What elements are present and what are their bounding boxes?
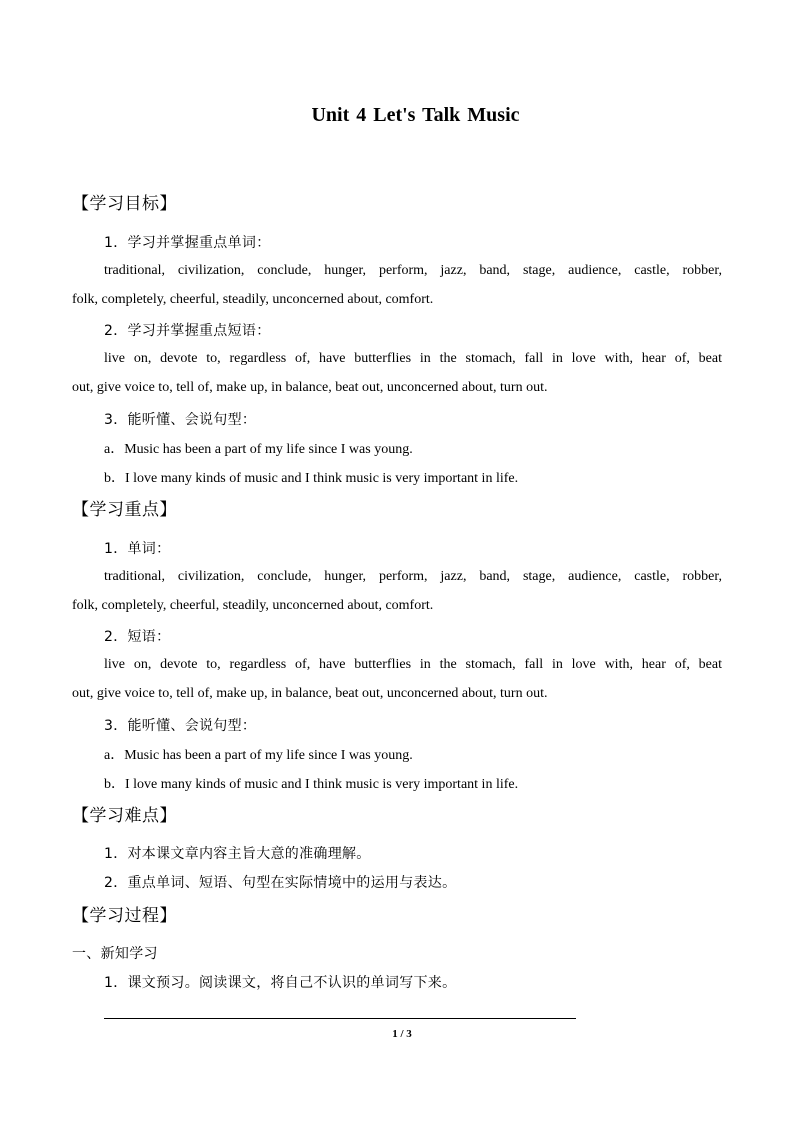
focus-phrases-line1: live on, devote to, regardless of, have butterflies in the stomach, fall in love with, hear of, beat [104,657,722,672]
document-title: Unit 4 Let's Talk Music [311,104,520,126]
focus-phrases-line2: out, give voice to, tell of, make up, in balance, beat out, unconcerned about, turn out. [72,686,548,701]
objectives-words-line1: traditional, civilization, conclude, hunger, perform, jazz, band, stage, audience, castle, robber, [104,263,722,278]
objectives-item1-label: 1．学习并掌握重点单词： [104,235,271,251]
focus-sentence-b: b．I love many kinds of music and I think music is very important in life. [104,777,519,792]
page-number: 1 / 3 [392,1028,412,1040]
section-heading-process: 【学习过程】 [72,906,177,926]
objectives-item3-label: 3．能听懂、会说句型： [104,412,257,428]
objectives-phrases-line1: live on, devote to, regardless of, have butterflies in the stomach, fall in love with, hear of, beat [104,351,722,366]
objectives-item2-label: 2．学习并掌握重点短语： [104,323,271,339]
focus-words-line1: traditional, civilization, conclude, hunger, perform, jazz, band, stage, audience, castle, robber, [104,569,722,584]
difficulties-item2: 2．重点单词、短语、句型在实际情境中的运用与表达。 [104,875,457,891]
objectives-words-line2: folk, completely, cheerful, steadily, unconcerned about, comfort. [72,292,434,307]
focus-sentence-a: a．Music has been a part of my life since I was young. [104,748,413,763]
focus-item1-label: 1．单词： [104,541,171,557]
difficulties-item1: 1．对本课文章内容主旨大意的准确理解。 [104,846,371,862]
process-part1: 一、新知学习 [72,946,158,962]
objectives-sentence-b: b．I love many kinds of music and I think music is very important in life. [104,471,519,486]
focus-item2-label: 2．短语： [104,629,171,645]
objectives-sentence-a: a．Music has been a part of my life since I was young. [104,442,413,457]
objectives-phrases-line2: out, give voice to, tell of, make up, in balance, beat out, unconcerned about, turn out. [72,380,548,395]
section-heading-difficulties: 【学习难点】 [72,806,177,826]
focus-words-line2: folk, completely, cheerful, steadily, unconcerned about, comfort. [72,598,434,613]
focus-item3-label: 3．能听懂、会说句型： [104,718,257,734]
section-heading-objectives: 【学习目标】 [72,194,177,214]
process-part1-item1: 1．课文预习。阅读课文，将自己不认识的单词写下来。 [104,975,457,991]
footer-rule [104,1018,576,1019]
section-heading-focus: 【学习重点】 [72,500,177,520]
